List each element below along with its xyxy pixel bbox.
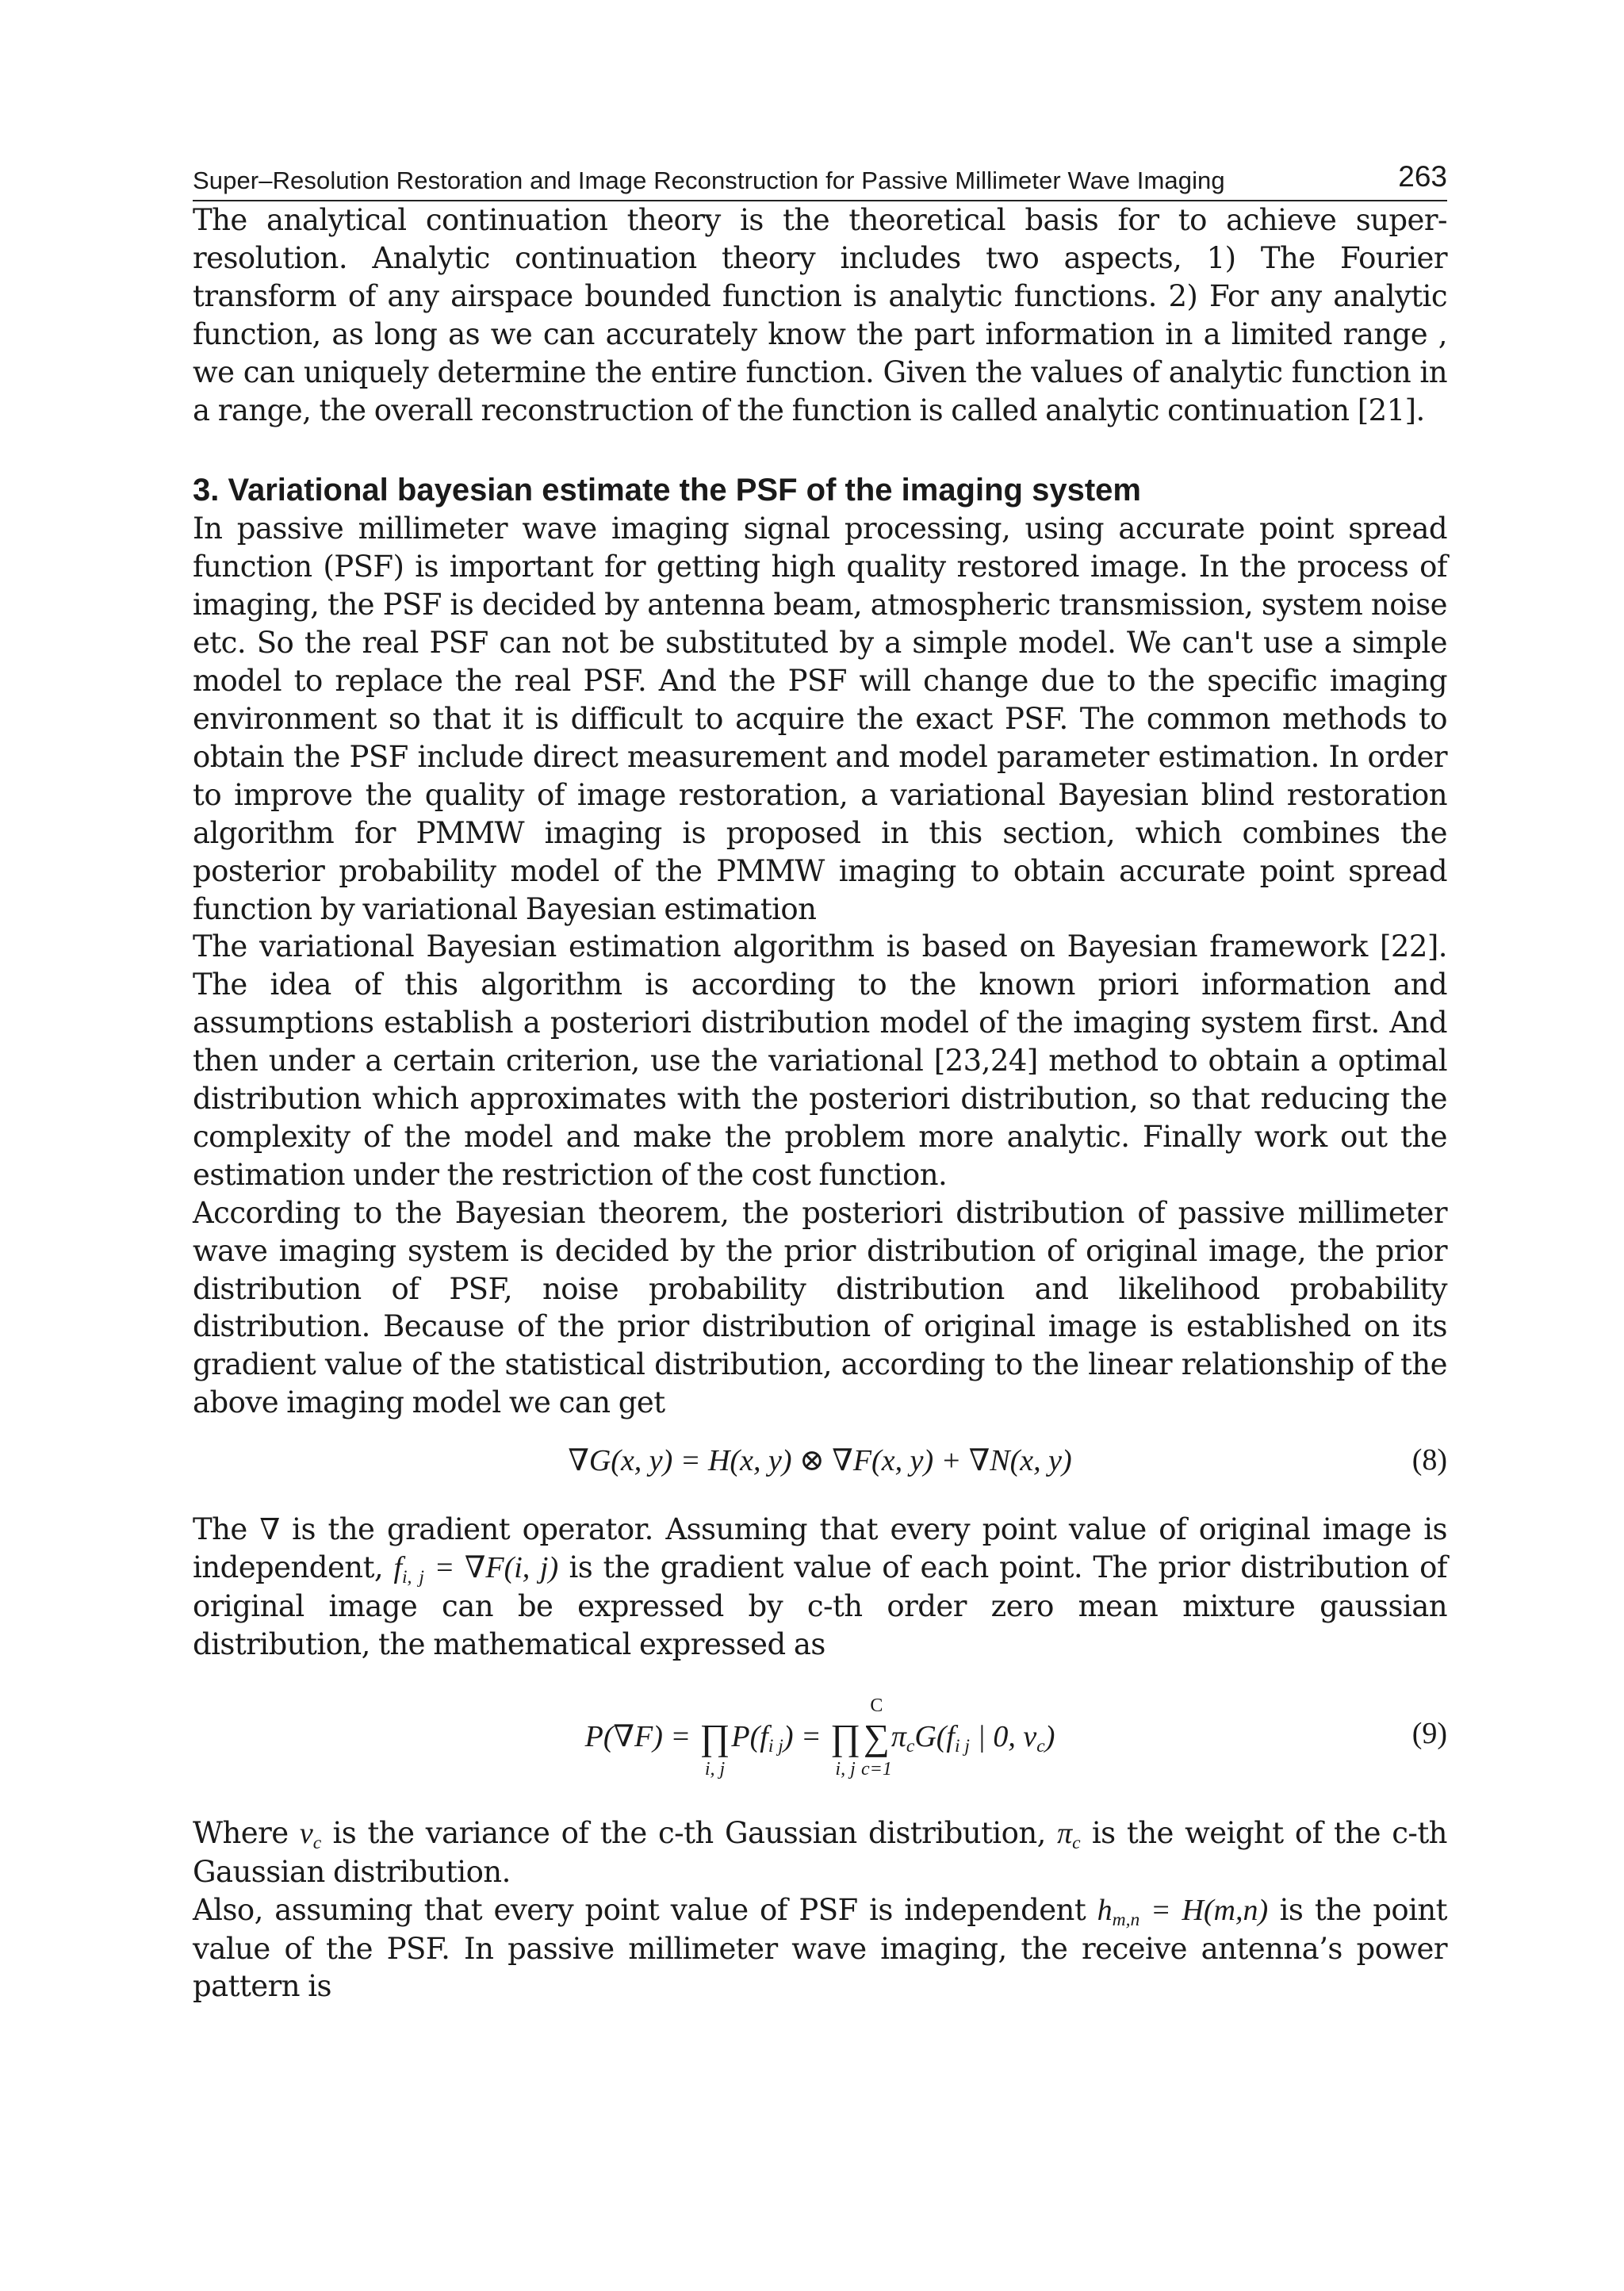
paragraph-where-text-a: Where [193, 1815, 289, 1850]
equation-8-number: (8) [1411, 1443, 1447, 1477]
equation-9-term-rest: G(f [914, 1719, 955, 1753]
paragraph-analytic-continuation: The analytical continuation theory is the theoretical basis for to achieve super-resolution. Analytic continuation theory includes two aspects, 1) The Fourier transform of any airspace bounded function is analytic functions. 2) For any analytic function, as long as we can accurately know the part information in a limited range , we can uniquely determine the entire function. Given the values of analytic function in a range, the overall reconstruction of the function is called analytic continuation [21]. [193, 203, 1447, 427]
product-symbol-1: ∏ i, j [699, 1716, 730, 1780]
paragraph-gradient-operator-text-a: The ∇ is the gradient operator. Assuming that every point value of original image is independent, [193, 1512, 1447, 1585]
inline-math-hmn [1097, 1893, 1269, 1930]
fij-base: f [393, 1551, 402, 1585]
equation-9-mid-close: ) = [783, 1719, 829, 1753]
equation-8-rhs: = H(x, y) ⊗ ∇F(x, y) + ∇N(x, y) [672, 1444, 1072, 1478]
equation-9-close: ) [1044, 1719, 1055, 1753]
paragraph-psf-text-b: is the point value of the PSF. In passive millimeter wave imaging, the receive antenna’s power pattern is [193, 1892, 1447, 2004]
paragraph-psf-intro: In passive millimeter wave imaging signal processing, using accurate point spread function (PSF) is important for getting high quality restored image. In the process of imaging, the PSF is decided by antenna beam, atmospheric transmission, system noise etc. So the real PSF can not be substituted by a simple model. We can't use a simple model to replace the real PSF. And the PSF will change due to the specific imaging environment so that it is difficult to acquire the exact PSF. The common methods to obtain the PSF include direct measurement and model parameter estimation. In order to improve the quality of image restoration, a variational Bayesian blind restoration algorithm for PMMW imaging is proposed in this section, which combines the posterior probability model of the PMMW imaging to obtain accurate point spread function by variational Bayesian estimation [193, 511, 1447, 926]
product-symbol-2: ∏ i, j [830, 1716, 861, 1780]
equation-9-number: (9) [1411, 1716, 1447, 1750]
page-content [193, 159, 1447, 2006]
vc-base: v [299, 1816, 313, 1850]
paragraph-where-definitions [193, 1814, 1447, 1891]
equation-8 [193, 1442, 1447, 1487]
equation-9-lhs: P(∇F) = [584, 1719, 699, 1753]
hmn-base: h [1097, 1893, 1113, 1927]
equation-8-body [193, 1442, 1447, 1478]
vc-sub: c [312, 1832, 322, 1853]
paragraph-psf-text-a: Also, assuming that every point value of PSF is independent [193, 1892, 1086, 1927]
product-1-index: i, j [704, 1758, 726, 1780]
pic-base: π [1057, 1816, 1073, 1850]
inline-math-vc [299, 1816, 322, 1853]
equation-9-term-rest-sub: i j [954, 1735, 970, 1757]
product-2-index: i, j [835, 1758, 856, 1780]
paragraph-gradient-operator-text-b: is the gradient value of each point. The prior distribution of original image can be expressed by c-th order zero mean mixture gaussian distribution, the mathematical expressed as [193, 1550, 1447, 1661]
sum-upper-limit: C [870, 1695, 883, 1716]
fij-sub: i, j [402, 1567, 424, 1588]
equation-8-lhs: ∇G(x, y) [568, 1444, 673, 1478]
paragraph-bayesian-theorem: According to the Bayesian theorem, the posteriori distribution of passive millimeter wave imaging system is decided by the prior distribution of original image, the prior distribution of PSF, noise probability distribution and likelihood probability distribution. Because of the prior distribution of original image is established on its gradient value of the statistical distribution, according to the linear relationship of the above imaging model we can get [193, 1195, 1447, 1420]
equation-9-mid-sub: i j [768, 1735, 783, 1757]
equation-9-body [193, 1695, 1447, 1780]
equation-9 [193, 1692, 1447, 1787]
sum-symbol: ∑ C c=1 [860, 1695, 892, 1780]
inline-math-fij [393, 1551, 559, 1588]
inline-math-pic [1057, 1816, 1081, 1853]
paragraph-gradient-operator [193, 1511, 1447, 1664]
sum-lower-limit: c=1 [860, 1758, 892, 1780]
page-number: 263 [1398, 160, 1447, 193]
paragraph-where-text-c: is the weight of the c-th Gaussian distribution. [193, 1815, 1447, 1889]
equation-9-mid: P(f [731, 1719, 768, 1753]
equation-9-term-end-sub: c [1036, 1735, 1045, 1757]
hmn-rest: = H(m,n) [1139, 1893, 1269, 1927]
equation-9-term-sub: c [906, 1735, 915, 1757]
running-header [193, 159, 1447, 201]
paragraph-variational-bayesian: The variational Bayesian estimation algorithm is based on Bayesian framework [22]. The idea of this algorithm is according to the known priori information and assumptions establish a posteriori distribution model of the imaging system first. And then under a certain criterion, use the variational [23,24] method to obtain a optimal distribution which approximates with the posteriori distribution, so that reducing the complexity of the model and make the problem more analytic. Finally work out the estimation under the restriction of the cost function. [193, 929, 1447, 1192]
section-heading: 3. Variational bayesian estimate the PSF of the imaging system [193, 473, 1141, 508]
fij-rest: = ∇F(i, j) [423, 1551, 559, 1585]
paragraph-where-text-b: is the variance of the c-th Gaussian distribution, [332, 1815, 1046, 1850]
paragraph-psf-independence [193, 1891, 1447, 2006]
hmn-sub: m,n [1112, 1909, 1140, 1930]
equation-9-term: π [891, 1719, 906, 1753]
pic-sub: c [1072, 1832, 1081, 1853]
running-title: Super–Resolution Restoration and Image Reconstruction for Passive Millimeter Wave Imaging [193, 167, 1225, 194]
equation-9-term-end: | 0, v [969, 1719, 1037, 1753]
